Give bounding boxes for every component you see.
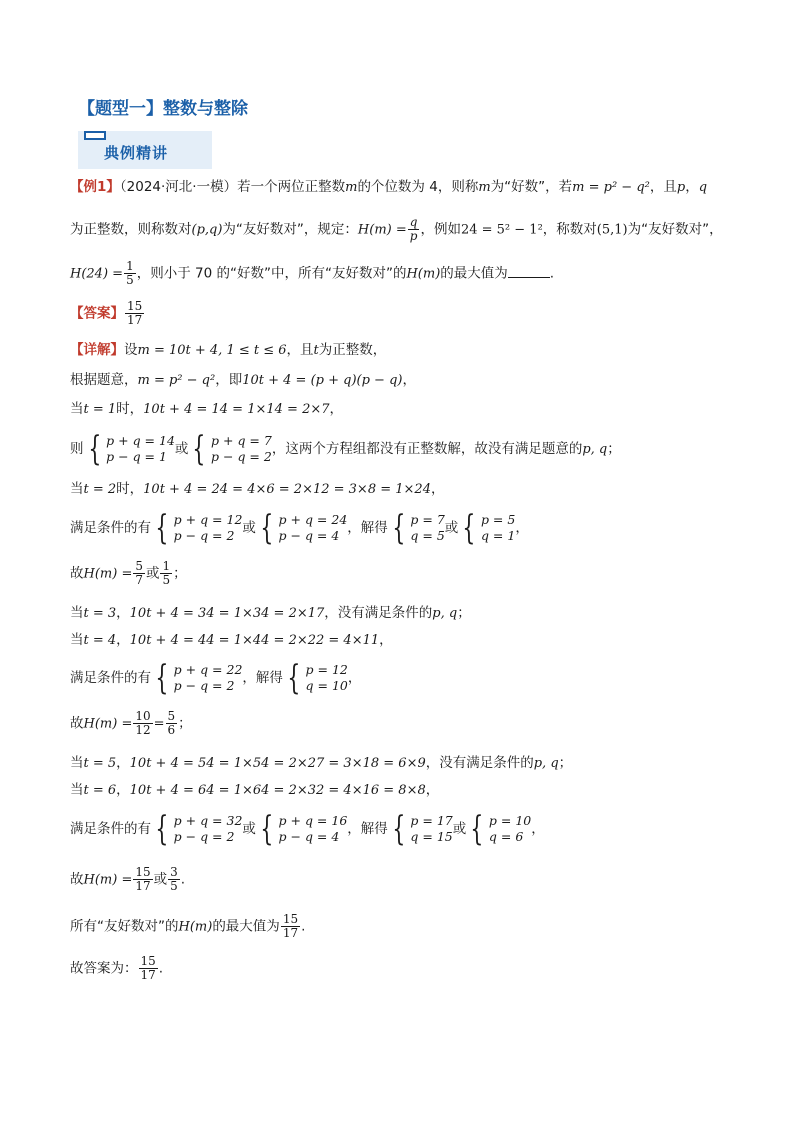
math: 10t + 4 = (p + q)(p − q) (242, 373, 403, 388)
text: ，且 (286, 342, 314, 358)
brace-icon: { (87, 429, 101, 469)
math: p, q (432, 606, 458, 621)
fraction (408, 216, 420, 243)
text: ，没有满足条件的 (425, 755, 534, 771)
math: p, q (582, 442, 608, 457)
text: ，且 (649, 179, 677, 195)
text: ， (329, 401, 344, 417)
math: H(m) = (83, 716, 133, 732)
problem-source: （2024·河北·一模） (119, 179, 238, 195)
math: t = 2 (83, 482, 117, 497)
equation-row: p − q = 2 (211, 449, 272, 464)
equation-row: q = 5 (410, 528, 445, 543)
brace-icon: { (260, 809, 274, 849)
text: ， (347, 670, 362, 686)
text: . (549, 265, 555, 282)
numerator: 1 (162, 559, 171, 573)
detail-line-12 (70, 753, 572, 774)
text: 故 (70, 871, 84, 888)
answer-tag: 【答案】 (70, 305, 124, 322)
numerator: q (409, 215, 418, 229)
fraction (133, 866, 152, 893)
detail-line-10 (70, 660, 361, 696)
math: (p,q) (191, 222, 223, 238)
math: (5,1) (596, 222, 628, 238)
text: 若一个两位正整数 (237, 179, 346, 195)
denominator: 5 (162, 573, 171, 587)
equation-row: p − q = 4 (278, 829, 340, 844)
text: 满足条件的有 (70, 670, 151, 686)
brace-icon: { (392, 508, 406, 548)
numerator: 10 (135, 709, 151, 723)
fraction (133, 560, 145, 587)
brace-icon: { (155, 508, 169, 548)
fraction (160, 560, 172, 587)
fraction (139, 955, 158, 982)
math: m = 10t + 4, 1 ≤ t ≤ 6 (137, 343, 287, 358)
text: . (301, 918, 306, 935)
text: 或 (242, 520, 256, 536)
equation-row: q = 1 (480, 528, 516, 543)
fraction (124, 260, 136, 287)
equation-row: q = 6 (488, 829, 524, 844)
problem-line-1 (70, 177, 707, 198)
text: 当 (70, 782, 84, 798)
denominator: p (409, 229, 418, 243)
text: ； (457, 605, 471, 621)
brace-icon: { (470, 809, 484, 849)
text: ，解得 (347, 520, 388, 536)
detail-line-13 (70, 780, 439, 801)
text: ，称数对 (542, 221, 597, 238)
numerator: 15 (282, 912, 299, 926)
text: 或 (174, 441, 189, 457)
denominator: 5 (170, 879, 178, 893)
math: t = 4 (83, 633, 117, 648)
text: 时， (116, 481, 144, 497)
denominator: 17 (127, 313, 143, 327)
text: ， (515, 520, 529, 536)
math: H(m) = (83, 872, 133, 888)
fraction (168, 866, 180, 893)
math: t = 1 (83, 402, 117, 417)
equation-row: p + q = 32 (173, 813, 243, 828)
problem-line-2 (70, 216, 723, 243)
text: ， (116, 782, 130, 798)
text: 或 (444, 520, 459, 536)
equation-system (466, 809, 532, 849)
equation-row: p + q = 14 (106, 433, 175, 448)
detail-line-6 (70, 510, 529, 546)
text: ，即 (215, 372, 243, 388)
text: ，这两个方程组都没有正整数解，故没有满足题意的 (271, 441, 583, 457)
text: . (180, 871, 186, 888)
equation-row: p = 10 (488, 813, 532, 828)
brace-icon: { (462, 508, 476, 548)
equation-system (256, 809, 348, 849)
detail-line-14 (70, 811, 545, 847)
math: H(m) (406, 266, 441, 282)
math: q (698, 180, 708, 195)
detail-line-8 (70, 603, 471, 624)
equation-system (151, 809, 243, 849)
text: 的最大值为 (212, 918, 280, 935)
equation-row: p − q = 1 (106, 449, 167, 464)
equation-system (458, 508, 516, 548)
detail-line-3 (70, 399, 343, 420)
brace-icon: { (287, 658, 301, 698)
detail-line-9 (70, 630, 393, 651)
text: 所有“友好数对”的 (70, 918, 179, 935)
text: 或 (145, 565, 160, 582)
problem-line-3 (70, 260, 554, 287)
math: t = 5 (83, 756, 117, 771)
numerator: 5 (135, 559, 143, 573)
detail-line-17 (70, 955, 163, 982)
text: 为“友好数对”， (627, 221, 723, 238)
text: 时， (116, 401, 144, 417)
text: 则 (70, 441, 84, 457)
text: ，解得 (242, 670, 283, 686)
numerator: 15 (140, 954, 156, 968)
equation-row: p + q = 22 (173, 662, 243, 677)
text: ； (607, 441, 621, 457)
denominator: 17 (140, 968, 156, 982)
detail-tag: 【详解】 (70, 342, 124, 358)
equation-row: p − q = 2 (173, 528, 235, 543)
denominator: 17 (135, 879, 151, 893)
answer-fraction (125, 300, 144, 327)
detail-line-4 (70, 431, 621, 468)
equation-row: p − q = 2 (173, 678, 235, 693)
denominator: 5 (126, 273, 134, 287)
text: ，则小于 70 的“好数”中，所有“友好数对”的 (136, 265, 407, 282)
label-box-tab (84, 131, 106, 140)
numerator: 15 (135, 865, 151, 879)
brace-icon: { (155, 809, 169, 849)
text: 设 (124, 342, 138, 358)
math: H(24) = (70, 266, 124, 282)
text: 或 (242, 821, 256, 837)
text: ， (116, 755, 130, 771)
equation-row: p + q = 16 (278, 813, 348, 828)
text: 为“友好数对”，规定： (222, 221, 358, 238)
equation-system (388, 809, 453, 849)
problem-tag: 【例1】 (70, 179, 120, 195)
math: p, q (533, 756, 559, 771)
fraction (133, 710, 152, 737)
equation-row: q = 10 (305, 678, 348, 693)
text: ， (402, 372, 416, 388)
text: 故 (70, 565, 84, 582)
fraction (166, 710, 178, 737)
detail-line-11 (70, 710, 192, 737)
text: 满足条件的有 (70, 821, 151, 837)
math: 10t + 4 = 34 = 1×34 = 2×17 (129, 606, 325, 621)
text: 为“好数”，若 (490, 179, 573, 195)
text: ，解得 (347, 821, 388, 837)
equation-row: p = 12 (305, 662, 348, 677)
text: ， (685, 179, 699, 195)
math: 10t + 4 = 14 = 1×14 = 2×7 (143, 402, 330, 417)
math: 10t + 4 = 24 = 4×6 = 2×12 = 3×8 = 1×24 (143, 482, 431, 497)
text: 为正整数， (318, 342, 387, 358)
text: ； (173, 565, 187, 582)
text: ； (558, 755, 573, 771)
math: 10t + 4 = 44 = 1×44 = 2×22 = 4×11 (129, 633, 380, 648)
brace-icon: { (260, 508, 274, 548)
math: H(m) = (83, 566, 133, 582)
numerator: 15 (127, 299, 143, 313)
brace-icon: { (392, 809, 406, 849)
text: 当 (70, 401, 84, 417)
text: 故 (70, 715, 84, 732)
equation-row: p − q = 2 (173, 829, 235, 844)
math: 10t + 4 = 54 = 1×54 = 2×27 = 3×18 = 6×9 (129, 756, 426, 771)
math: 24 = 5² − 1² (460, 222, 543, 238)
equation-row: q = 15 (410, 829, 453, 844)
text: ，例如 (420, 221, 461, 238)
text: ， (430, 481, 445, 497)
text: 的最大值为 (440, 265, 508, 282)
text: 故答案为： (70, 960, 138, 977)
math: m = p² − q² (572, 180, 650, 195)
text: 的个位数为 4，则称 (357, 179, 479, 195)
detail-line-5 (70, 479, 444, 500)
math: H(m) = (357, 222, 407, 238)
equation-system (84, 429, 175, 469)
section-label: 典例精讲 (104, 144, 169, 162)
equation-system (283, 658, 348, 698)
text: 根据题意， (70, 372, 138, 388)
numerator: 5 (167, 709, 176, 723)
math: t = 3 (83, 606, 117, 621)
equation-row: p − q = 4 (278, 528, 340, 543)
math: m (345, 180, 358, 195)
text: ， (531, 821, 545, 837)
section-title: 【题型一】整数与整除 (78, 99, 248, 119)
equation-system (151, 658, 243, 698)
numerator: 1 (126, 259, 134, 273)
text: ， (116, 632, 130, 648)
detail-line-2 (70, 370, 416, 391)
math: = (153, 716, 165, 732)
text: . (158, 960, 164, 977)
detail-line-16 (70, 913, 305, 940)
equation-row: p = 17 (410, 813, 453, 828)
text: ； (178, 715, 192, 732)
equation-row: p + q = 24 (278, 512, 348, 527)
math: t = 6 (83, 783, 117, 798)
text: ， (116, 605, 130, 621)
text: 或 (153, 871, 168, 888)
detail-line-15 (70, 866, 185, 893)
math: m = p² − q² (137, 373, 216, 388)
denominator: 6 (167, 723, 176, 737)
math: 10t + 4 = 64 = 1×64 = 2×32 = 4×16 = 8×8 (129, 783, 426, 798)
math: t (313, 343, 319, 358)
brace-icon: { (155, 658, 169, 698)
text: ，没有满足条件的 (324, 605, 433, 621)
math: p (676, 180, 686, 195)
text: 当 (70, 481, 84, 497)
math: H(m) (178, 919, 213, 935)
answer-blank (508, 265, 550, 278)
equation-row: p + q = 12 (173, 512, 243, 527)
fraction (281, 913, 300, 940)
equation-row: p = 7 (410, 512, 445, 527)
text: 当 (70, 632, 84, 648)
text: 满足条件的有 (70, 520, 151, 536)
text: 当 (70, 755, 84, 771)
denominator: 7 (135, 573, 143, 587)
denominator: 12 (135, 723, 151, 737)
text: ， (425, 782, 440, 798)
text: 或 (452, 821, 467, 837)
text: 为正整数，则称数对 (70, 221, 192, 238)
equation-system (188, 429, 272, 469)
denominator: 17 (282, 926, 299, 940)
equation-row: p = 5 (480, 512, 516, 527)
answer-line (70, 300, 145, 327)
numerator: 3 (170, 865, 178, 879)
equation-row: p + q = 7 (211, 433, 272, 448)
text: ， (379, 632, 393, 648)
detail-line-1 (70, 340, 386, 361)
brace-icon: { (192, 429, 206, 469)
detail-line-7 (70, 560, 187, 587)
equation-system (256, 508, 348, 548)
math: m (478, 180, 491, 195)
equation-system (151, 508, 243, 548)
text: 当 (70, 605, 84, 621)
equation-system (388, 508, 445, 548)
